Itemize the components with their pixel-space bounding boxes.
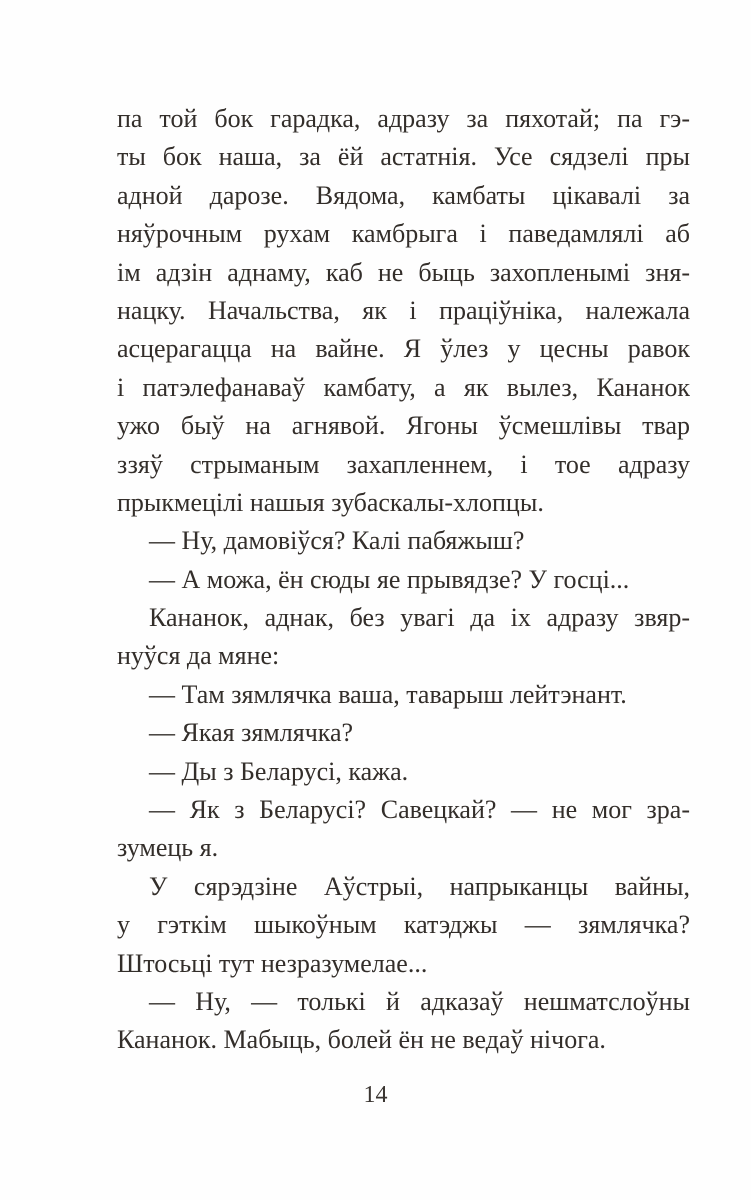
- text-line: ужо быў на агнявой. Ягоны ўсмешлівы твар: [117, 411, 690, 441]
- text-line: Кананок, аднак, без увагі да іх адразу звяр-: [149, 603, 690, 633]
- text-line: зумець я.: [117, 833, 219, 863]
- text-line: і патэлефанаваў камбату, а як вылез, Кананок: [117, 372, 690, 402]
- text-line: — А можа, ён сюды яе прывядзе? У госці...: [149, 564, 630, 594]
- text-line: ззяў стрыманым захапленнем, і тое адразу: [117, 449, 690, 479]
- text-line: няўрочным рухам камбрыга і паведамлялі аб: [117, 219, 690, 249]
- text-line: — Ну, дамовіўся? Калі пабяжыш?: [149, 526, 525, 556]
- text-line: нацку. Начальства, як і праціўніка, належала: [117, 295, 690, 325]
- page-text: [117, 100, 690, 1060]
- text-line: адной дарозе. Вядома, камбаты цікавалі за: [117, 180, 690, 210]
- text-line: У сярэдзіне Аўстрыі, напрыканцы вайны,: [149, 871, 690, 901]
- text-line: ім адзін аднаму, каб не быць захопленымі зня-: [117, 257, 690, 287]
- text-line: — Якая зямлячка?: [149, 718, 354, 748]
- text-line: — Ды з Беларусі, кажа.: [149, 756, 409, 786]
- text-line: — Як з Беларусі? Савецкай? — не мог зра-: [149, 795, 690, 825]
- text-line: прыкмецілі нашыя зубаскалы-хлопцы.: [117, 487, 544, 517]
- text-line: ты бок наша, за ёй астатнія. Усе сядзелі пры: [117, 142, 690, 172]
- text-line: нуўся да мяне:: [117, 641, 280, 671]
- text-line: у гэткім шыкоўным катэджы — зямлячка?: [117, 910, 690, 940]
- text-line: асцерагацца на вайне. Я ўлез у цесны равок: [117, 334, 690, 364]
- text-line: Кананок. Мабыць, болей ён не ведаў нічога.: [117, 1025, 606, 1055]
- page-number: 14: [363, 1082, 388, 1108]
- text-line: — Ну, — толькі й адказаў нешматслоўны: [149, 986, 690, 1016]
- text-line: па той бок гарадка, адразу за пяхотай; па гэ-: [117, 104, 690, 133]
- text-line: Штосьці тут незразумелае...: [117, 948, 428, 978]
- text-line: — Там зямлячка ваша, таварыш лейтэнант.: [149, 679, 627, 709]
